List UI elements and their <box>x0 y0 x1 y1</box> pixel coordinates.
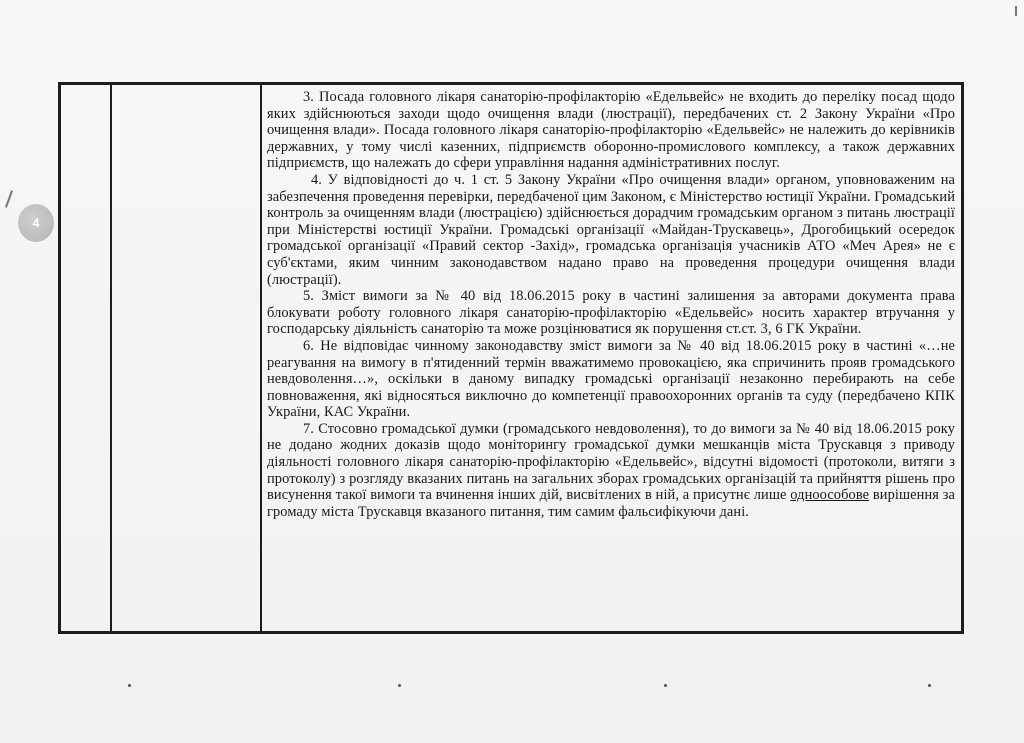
paragraph-4-text: 4. У відповідності до ч. 1 ст. 5 Закону України «Про очищення влади» органом, уповноваженим на забезпечення проведення перевірки, передбаченої цим Законом, є Міністерство юстиції України. Громадський контроль за очищенням влади (люстрацією) здійснюється дорадчим громадським органом з питань люстрації при Міністерстві юстиції України. Громадські організації «Майдан-Трускавець», Дрогобицький осередок громадської організації «Правий сектор -Захід», громадська організація учасників АТО «Меч Арея» не є суб'єктами, яким чинним законодавством надано право на проведення процедури очищення влади (люстрації). <box>267 171 955 288</box>
paragraph-7-underlined-word: одноособове <box>790 487 870 504</box>
paragraph-5-text: 5. Зміст вимоги за № 40 від 18.06.2015 року в частині залишення за авторами документа права блокувати роботу головного лікаря санаторію-профілакторію «Едельвейс» носить характер втручання у господарську діяльність санаторію та може розцінюватися як порушення ст.ст. 3, 6 ГК України. <box>267 288 955 338</box>
paragraph-3 <box>267 89 955 172</box>
document-table <box>58 82 964 634</box>
page-number-badge: 4 <box>18 204 54 242</box>
paragraph-3-text: 3. Посада головного лікаря санаторію-профілакторію «Едельвейс» не входить до переліку посад щодо яких здійснюються заходи щодо очищення влади (люстрації), передбачених ст. 2 Закону України «Про очищення влади». Посада головного лікаря санаторію-профілакторію «Едельвейс» не належить до керівників державних, у тому числі казенних, підприємств оборонно-промислового комплексу, а також державних підприємств, що належать до сфери управління надання адміністративних послуг. <box>267 89 955 172</box>
table-column-number <box>61 85 112 631</box>
scan-speck <box>664 684 667 687</box>
scan-speck <box>928 684 931 687</box>
paragraph-7-text: 7. Стосовно громадської думки (громадського невдоволення), то до вимоги за № 40 від 18.06.2015 року не додано жодних доказів щодо моніторингу громадської думки мешканців міста Трускавця з приводу діяльності головного лікаря санаторію-профілакторію «Едельвейс», відсутні відомості (протоколи, витяги з протоколу) з розгляду вказаних питань на загальних зборах громадських організацій та прийняття рішень про висунення такої вимоги та вчинення інших дій, висвітлених в ній, а присутнє лише <box>267 420 955 504</box>
paragraph-7 <box>267 421 955 521</box>
paragraph-4 <box>267 172 955 288</box>
paragraph-5 <box>267 288 955 338</box>
scan-speck <box>398 684 401 687</box>
scan-speck <box>128 684 131 687</box>
table-column-content <box>262 85 961 631</box>
paragraph-6-text: 6. Не відповідає чинному законодавству зміст вимоги за № 40 від 18.06.2015 року в частині «…не реагування на вимогу в п'ятиденний термін вважатимемо провокацією, яка спричинить прояв громадського невдоволення…», оскільки в даному випадку громадські організації незаконно перебирають на себе повноваження, які відносяться виключно до компетенції правоохоронних органів та суду (передбачено КПК України, КАС України. <box>267 337 955 421</box>
scan-edge-mark <box>1015 6 1017 16</box>
paragraph-7-text-end: вирішення за громаду міста Трускавця вказаного питання, тим самим фальсифікуючи дані. <box>267 487 955 520</box>
paragraph-6 <box>267 338 955 421</box>
table-column-label <box>112 85 262 631</box>
